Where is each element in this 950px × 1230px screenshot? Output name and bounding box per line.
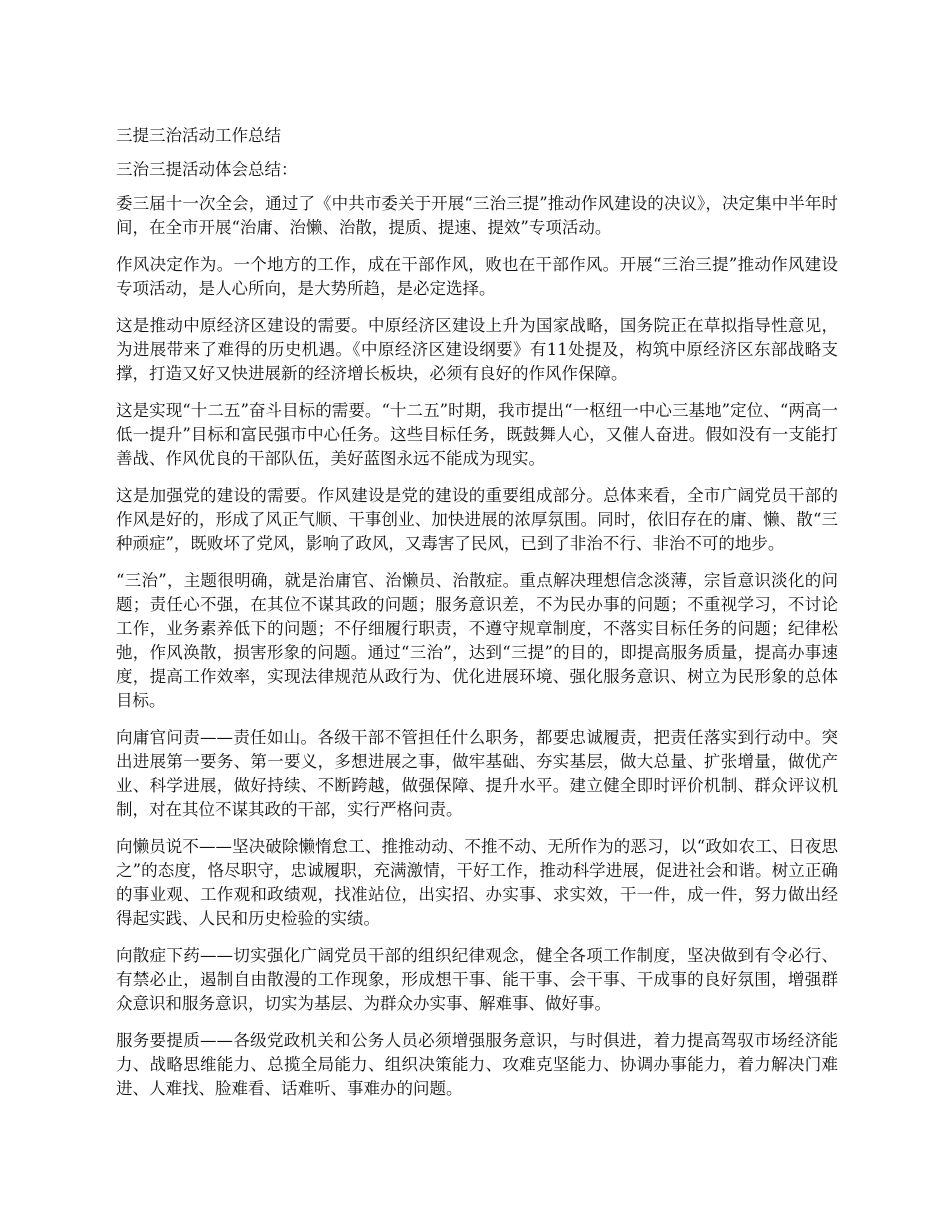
document-page [116,124,838,1114]
paragraph: 作风决定作为。一个地方的工作，成在干部作风，败也在干部作风。开展“三治三提”推动作风建设专项活动，是人心所向，是大势所趋，是必定选择。 [116,255,838,298]
paragraph: 向散症下药——切实强化广阔党员干部的组织纪律观念，健全各项工作制度，坚决做到有令必行、有禁必止，遏制自由散漫的工作现象，形成想干事、能干事、会干事、干成事的良好氛围，增强群众意识和服务意识，切实为基层、为群众办实事、解难事、做好事。 [116,946,838,1013]
paragraph: 服务要提质——各级党政机关和公务人员必须增强服务意识，与时俱进，着力提高驾驭市场经济能力、战略思维能力、总揽全局能力、组织决策能力、攻难克坚能力、协调办事能力，着力解决门难进、人难找、脸难看、话难听、事难办的问题。 [116,1031,838,1098]
paragraph: “三治”，主题很明确，就是治庸官、治懒员、治散症。重点解决理想信念淡薄，宗旨意识淡化的问题；责任心不强，在其位不谋其政的问题；服务意识差，不为民办事的问题；不重视学习，不讨论工作，业务素养低下的问题；不仔细履行职责，不遵守规章制度，不落实目标任务的问题；纪律松弛，作风涣散，损害形象的问题。通过“三治”，达到“三提”的目的，即提高服务质量，提高办事速度，提高工作效率，实现法律规范从政行为、优化进展环境、强化服务意识、树立为民形象的总体目标。 [116,571,838,710]
paragraph: 这是推动中原经济区建设的需要。中原经济区建设上升为国家战略，国务院正在草拟指导性意见，为进展带来了难得的历史机遇。《中原经济区建设纲要》有11处提及，构筑中原经济区东部战略支撑，打造又好又快进展新的经济增长板块，必须有良好的作风作保障。 [116,316,838,383]
paragraph: 向懒员说不——坚决破除懒惰怠工、推推动动、不推不动、无所作为的恶习，以“政如农工、日夜思之”的态度，恪尽职守，忠诚履职，充满激情，干好工作，推动科学进展，促进社会和谐。树立正确的事业观、工作观和政绩观，找准站位，出实招、办实事、求实效，干一件，成一件，努力做出经得起实践、人民和历史检验的实绩。 [116,837,838,928]
paragraph: 向庸官问责——责任如山。各级干部不管担任什么职务，都要忠诚履责，把责任落实到行动中。突出进展第一要务、第一要义，多想进展之事，做牢基础、夯实基层，做大总量、扩张增量，做优产业、科学进展，做好持续、不断跨越，做强保障、提升水平。建立健全即时评价机制、群众评议机制，对在其位不谋其政的干部，实行严格问责。 [116,728,838,819]
document-title: 三提三治活动工作总结 [116,126,281,145]
paragraph: 这是加强党的建设的需要。作风建设是党的建设的重要组成部分。总体来看，全市广阔党员干部的作风是好的，形成了风正气顺、干事创业、加快进展的浓厚氛围。同时，依旧存在的庸、懒、散“三种顽症”，既败坏了党风，影响了政风，又毒害了民风，已到了非治不行、非治不可的地步。 [116,486,838,553]
paragraph: 这是实现“十二五”奋斗目标的需要。“十二五”时期，我市提出“一枢纽一中心三基地”定位、“两高一低一提升”目标和富民强市中心任务。这些目标任务，既鼓舞人心，又催人奋进。假如没有一支能打善战、作风优良的干部队伍，美好蓝图永远不能成为现实。 [116,401,838,468]
paragraph: 委三届十一次全会，通过了《中共市委关于开展“三治三提”推动作风建设的决议》，决定集中半年时间，在全市开展“治庸、治懒、治散，提质、提速、提效”专项活动。 [116,194,838,237]
document-subtitle: 三治三提活动体会总结： [116,160,298,179]
